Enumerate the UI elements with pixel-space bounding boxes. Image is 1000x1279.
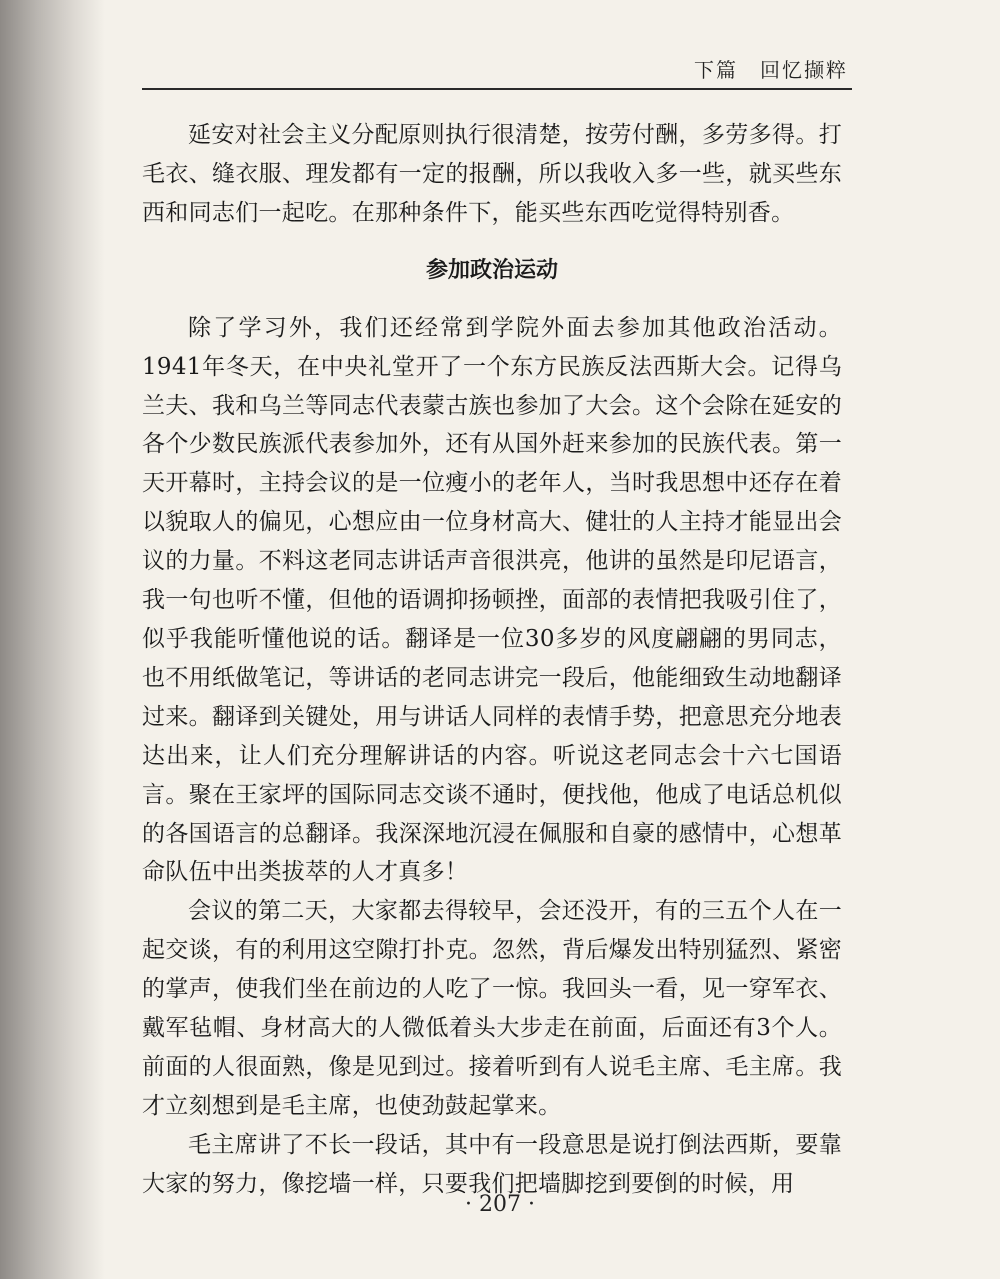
header-title — [672, 54, 848, 83]
paragraph: 会议的第二天，大家都去得较早，会还没开，有的三五个人在一起交谈，有的利用这空隙打扑克。忽然，背后爆发出特别猛烈、紧密的掌声，使我们坐在前边的人吃了一惊。我回头一看，见一穿军衣、戴军毡帽、身材高大的人微低着头大步走在前面，后面还有3个人。前面的人很面熟，像是见到过。接着听到有人说毛主席、毛主席。我才立刻想到是毛主席，也使劲鼓起掌来。 — [142, 898, 842, 1119]
section-title: 参加政治运动 — [425, 257, 558, 283]
page-body — [142, 116, 842, 1204]
paragraph: 延安对社会主义分配原则执行很清楚，按劳付酬，多劳多得。打毛衣、缝衣服、理发都有一定的报酬，所以我收入多一些，就买些东西和同志们一起吃。在那种条件下，能买些东西吃觉得特别香。 — [142, 122, 842, 226]
paragraph: 毛主席讲了不长一段话，其中有一段意思是说打倒法西斯，要靠大家的努力，像挖墙一样，只要我们把墙脚挖到要倒的时候，用 — [142, 1131, 842, 1197]
header-chapter: 回忆撷粹 — [760, 58, 848, 82]
paragraph: 除了学习外，我们还经常到学院外面去参加其他政治活动。1941年冬天，在中央礼堂开了一个东方民族反法西斯大会。记得乌兰夫、我和乌兰等同志代表蒙古族也参加了大会。这个会除在延安的各个少数民族派代表参加外，还有从国外赶来参加的民族代表。第一天开幕时，主持会议的是一位瘦小的老年人，当时我思想中还存在着以貌取人的偏见，心想应由一位身材高大、健壮的人主持才能显出会议的力量。不料这老同志讲话声音很洪亮，他讲的虽然是印尼语言，我一句也听不懂，但他的语调抑扬顿挫，面部的表情把我吸引住了，似乎我能听懂他说的话。翻译是一位30多岁的风度翩翩的男同志，也不用纸做笔记，等讲话的老同志讲完一段后，他能细致生动地翻译过来。翻译到关键处，用与讲话人同样的表情手势，把意思充分地表达出来，让人们充分理解讲话的内容。听说这老同志会十六七国语言。聚在王家坪的国际同志交谈不通时，便找他，他成了电话总机似的各国语言的总翻译。我深深地沉浸在佩服和自豪的感情中，心想革命队伍中出类拔萃的人才真多！ — [142, 314, 842, 886]
running-header — [142, 48, 852, 90]
header-part: 下篇 — [694, 58, 738, 82]
page-number: · 207 · — [465, 1192, 535, 1217]
